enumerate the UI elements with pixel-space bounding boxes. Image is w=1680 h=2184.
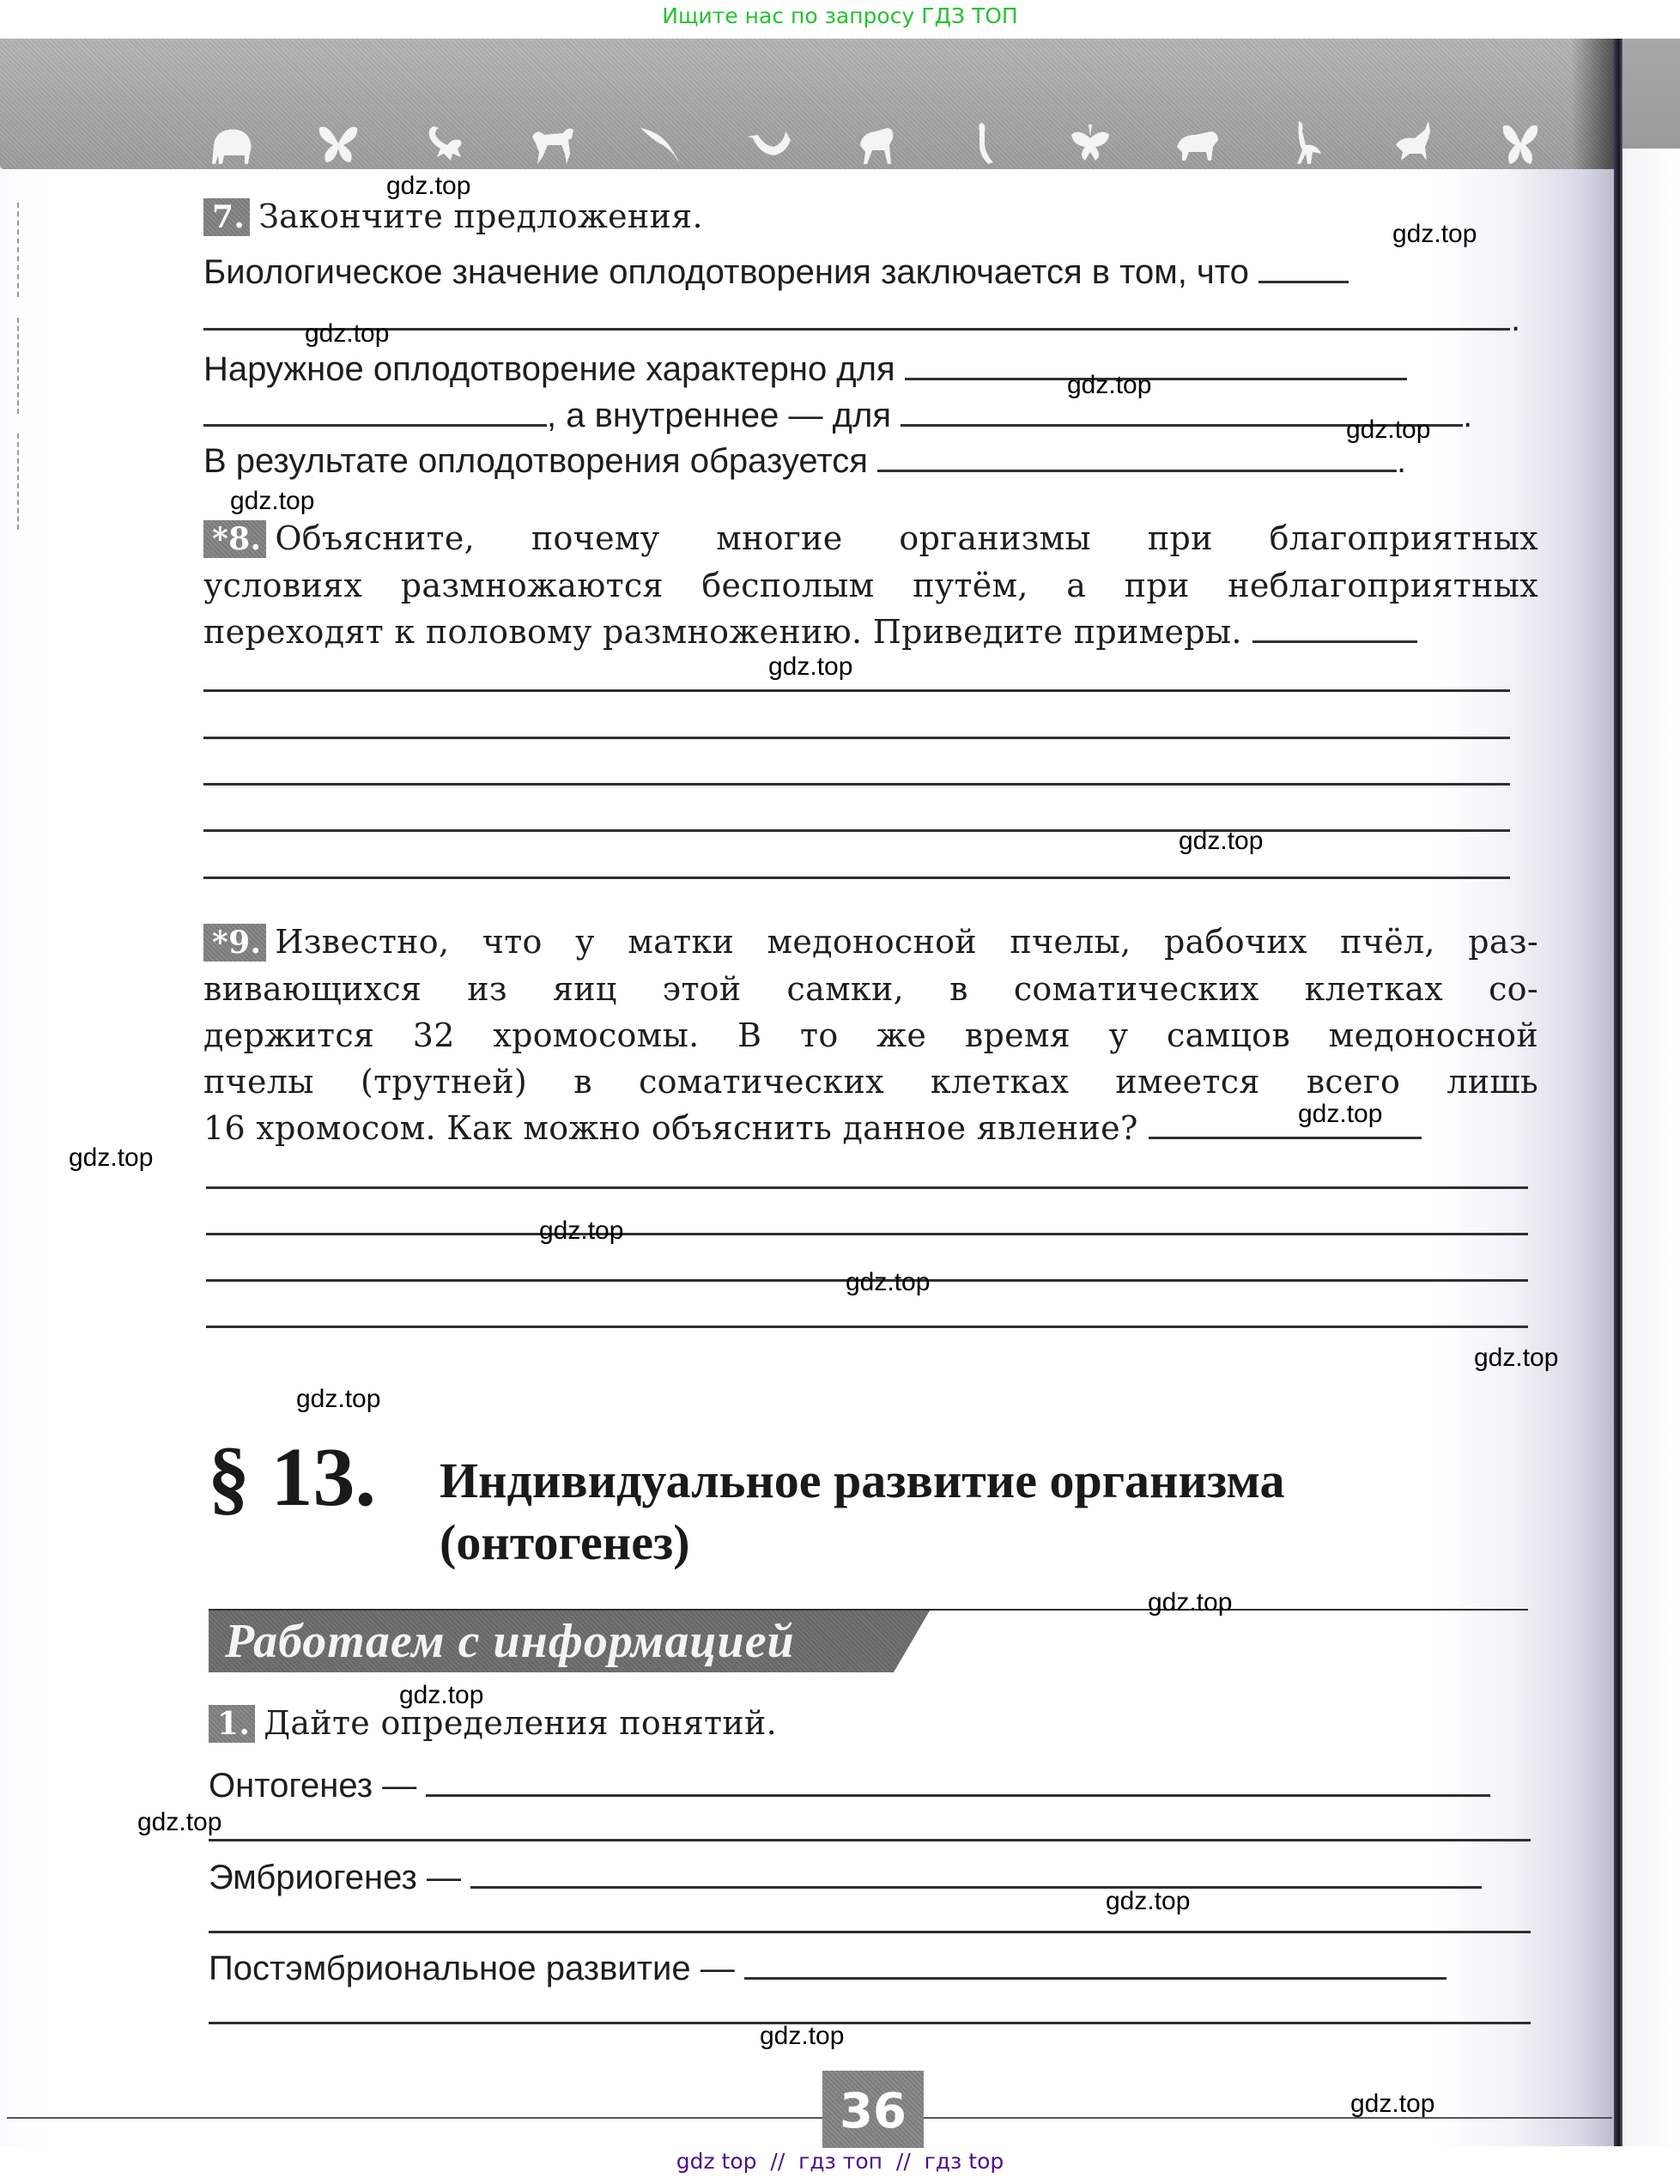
answer-blank[interactable] — [203, 398, 547, 427]
q9-line-4: пчелы (трутней) в соматических клетках имеется всего лишь — [203, 1063, 1538, 1101]
watermark: gdz.top — [399, 1681, 484, 1709]
margin-tick — [17, 203, 19, 297]
heron-icon — [1281, 119, 1331, 167]
answer-line[interactable] — [206, 1233, 1528, 1235]
header-note: Ищите нас по запросу ГДЗ ТОП — [662, 3, 1018, 28]
q7-number-badge: 7. — [203, 198, 250, 236]
answer-blank[interactable] — [1258, 255, 1349, 283]
watermark: gdz.top — [1067, 371, 1152, 399]
watermark: gdz.top — [539, 1216, 624, 1245]
answer-line[interactable] — [203, 877, 1510, 879]
page-number: 36 — [822, 2071, 924, 2148]
section-number: § 13. — [208, 1431, 376, 1524]
q7-sentence-1-text: Биологическое значение оплодотворения заключается в том, что — [203, 253, 1249, 291]
watermark: gdz.top — [768, 652, 853, 681]
watermark: gdz.top — [305, 319, 390, 348]
bison-icon — [206, 119, 256, 167]
answer-line[interactable] — [203, 689, 1510, 692]
watermark: gdz.top — [1346, 416, 1431, 444]
term-ontogenesis — [209, 1767, 1490, 1805]
answer-blank[interactable] — [877, 444, 1397, 472]
scorpion-icon — [421, 119, 470, 167]
answer-line[interactable] — [209, 1931, 1531, 1933]
moth-icon — [1065, 119, 1115, 167]
boar-icon — [1173, 119, 1222, 167]
footer-note: gdz top // гдз топ // гдз top — [676, 2149, 1004, 2174]
watermark: gdz.top — [137, 1808, 222, 1836]
q9-line-5 — [203, 1109, 1422, 1147]
term-label: Постэмбриональное развитие — — [209, 1950, 735, 1987]
q8-text: переходят к половому размножению. Приведите примеры. — [203, 613, 1242, 651]
animal-silhouettes — [206, 116, 1545, 167]
q9-text: Известно, что у матки медоносной пчелы, рабочих пчёл, раз- — [275, 923, 1538, 961]
answer-line[interactable] — [203, 328, 1510, 331]
margin-tick — [17, 434, 19, 530]
q7-sentence-1 — [203, 253, 1349, 292]
q1-heading — [209, 1704, 777, 1743]
q7-sentence-3-text: В результате оплодотворения образуется — [203, 442, 868, 480]
watermark: gdz.top — [230, 487, 315, 515]
period: . — [1397, 442, 1407, 480]
q7-title: Закончите предложения. — [258, 197, 703, 235]
q7-sentence-2 — [203, 350, 1407, 389]
watermark: gdz.top — [1148, 1588, 1233, 1617]
answer-line[interactable] — [209, 2022, 1531, 2024]
q9-line-2: вивающихся из яиц этой самки, в соматических клетках со- — [203, 970, 1538, 1008]
q9-line-3: держится 32 хромосомы. В то же время у самцов медоносной — [203, 1016, 1538, 1054]
antelope-icon — [1388, 119, 1438, 167]
answer-line[interactable] — [203, 829, 1510, 832]
answer-blank[interactable] — [426, 1768, 1490, 1797]
next-page-edge — [1622, 39, 1680, 2146]
watermark: gdz.top — [1474, 1344, 1559, 1372]
section-title-line-2: (онтогенез) — [440, 1514, 690, 1570]
watermark: gdz.top — [1298, 1100, 1383, 1128]
margin-tick — [17, 318, 19, 414]
dolphin-icon — [743, 119, 793, 167]
term-embryogenesis — [209, 1859, 1482, 1897]
watermark: gdz.top — [846, 1268, 931, 1296]
q7-sentence-2-text: Наружное оплодотворение характерно для — [203, 350, 895, 388]
q7-sentence-3 — [203, 442, 1406, 481]
q9-line-1 — [203, 923, 1538, 962]
answer-line[interactable] — [203, 783, 1510, 786]
q9-text: 16 хромосом. Как можно объяснить данное явление? — [203, 1109, 1138, 1147]
answer-blank[interactable] — [744, 1951, 1446, 1980]
answer-blank[interactable] — [470, 1860, 1482, 1889]
next-page-banner — [1622, 39, 1680, 149]
section-title-line-1: Индивидуальное развитие организма — [440, 1453, 1285, 1508]
q8-text: Объясните, почему многие организмы при благоприятных — [275, 519, 1538, 557]
book-spine — [1614, 39, 1622, 2146]
period: . — [1463, 397, 1473, 434]
q7-heading — [203, 197, 703, 236]
swallow-icon — [636, 119, 686, 167]
watermark: gdz.top — [296, 1385, 381, 1413]
answer-line[interactable] — [209, 1839, 1531, 1841]
work-with-info-label: Работаем с информацией — [225, 1615, 795, 1668]
wildebeest-icon — [851, 119, 901, 167]
watermark: gdz.top — [1392, 220, 1477, 248]
q1-number-badge: 1. — [209, 1705, 255, 1743]
banner-gutter-shade — [1571, 39, 1614, 169]
answer-blank[interactable] — [905, 352, 1407, 380]
watermark: gdz.top — [760, 2022, 845, 2050]
answer-line[interactable] — [206, 1326, 1528, 1328]
horse-icon — [528, 119, 578, 167]
watermark: gdz.top — [69, 1144, 154, 1172]
period: . — [1511, 300, 1521, 338]
q8-line-3 — [203, 613, 1417, 651]
q8-number-badge: *8. — [203, 520, 266, 558]
answer-line[interactable] — [203, 737, 1510, 739]
answer-line[interactable] — [206, 1186, 1528, 1189]
term-postembryonic — [209, 1950, 1446, 1988]
butterfly-icon — [313, 119, 363, 167]
q8-line-1 — [203, 519, 1538, 558]
lizard-icon — [958, 119, 1008, 167]
answer-blank[interactable] — [1252, 615, 1417, 643]
watermark: gdz.top — [1179, 827, 1264, 855]
watermark: gdz.top — [1350, 2090, 1435, 2118]
q7-sentence-2-cont — [203, 397, 1472, 435]
watermark: gdz.top — [386, 172, 471, 200]
q9-number-badge: *9. — [203, 924, 266, 962]
butterfly-icon — [1495, 119, 1545, 167]
q7-sentence-2-mid: , а внутреннее — для — [547, 397, 891, 434]
term-label: Онтогенез — — [209, 1767, 417, 1805]
q8-line-2: условиях размножаются бесполым путём, а при неблагоприятных — [203, 567, 1538, 604]
q1-title: Дайте определения понятий. — [264, 1704, 777, 1742]
watermark: gdz.top — [1106, 1887, 1191, 1915]
term-label: Эмбриогенез — — [209, 1859, 461, 1896]
